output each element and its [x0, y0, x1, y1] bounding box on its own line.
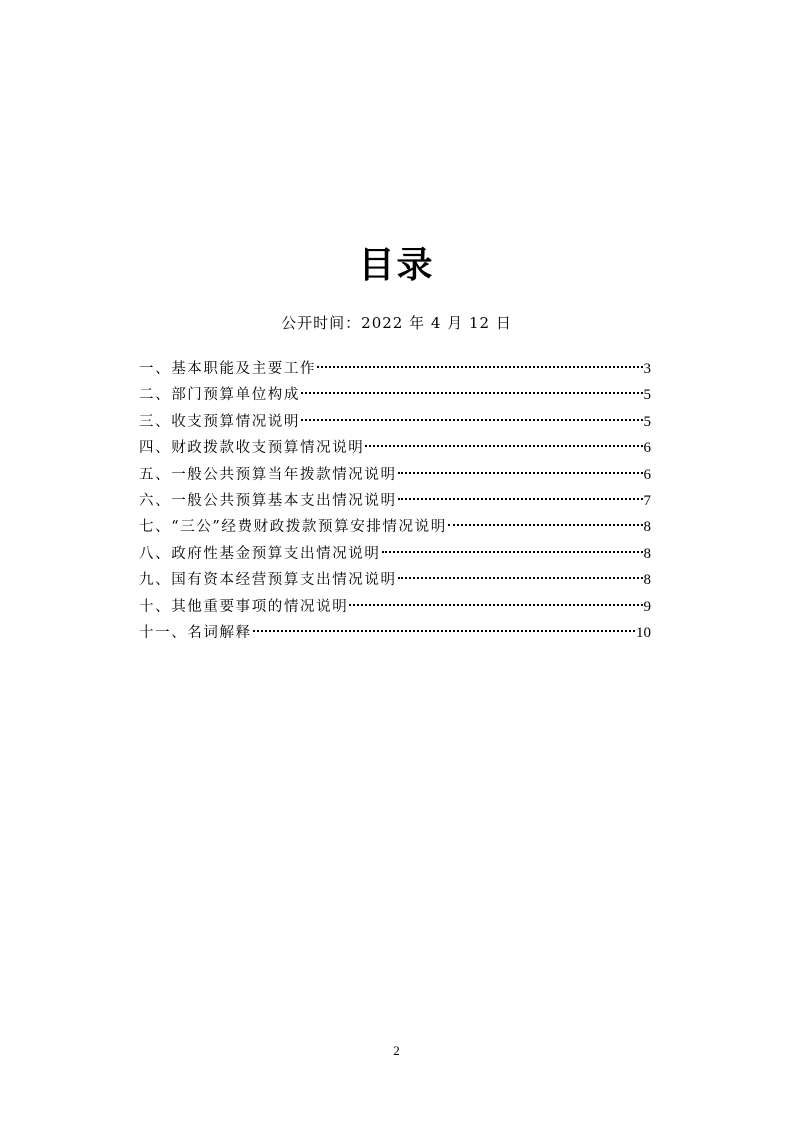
toc-entry[interactable]	[139, 383, 651, 409]
toc-entry-label: 十一、名词解释	[139, 624, 252, 641]
toc-entry-page: 3	[643, 361, 651, 377]
toc-dot-leader	[398, 498, 643, 500]
toc-entry[interactable]	[139, 436, 651, 462]
toc-entry-label: 四、财政拨款收支预算情况说明	[139, 440, 365, 457]
toc-dot-leader	[382, 551, 643, 553]
toc-dot-leader	[398, 472, 643, 474]
toc-dot-leader	[365, 445, 642, 447]
toc-entry[interactable]	[139, 595, 651, 621]
toc-entry-label: 十、其他重要事项的情况说明	[139, 598, 349, 615]
page-title: 目录	[358, 245, 435, 287]
toc-dot-leader	[317, 366, 642, 368]
toc-entry-label: 九、国有资本经营预算支出情况说明	[139, 572, 397, 589]
toc-entry-label: 八、政府性基金预算支出情况说明	[139, 545, 381, 562]
toc-entry[interactable]	[139, 463, 651, 489]
toc-entry-page: 9	[643, 598, 651, 615]
toc-entry-label: 一、基本职能及主要工作	[139, 361, 317, 377]
toc-dot-leader	[253, 630, 635, 632]
toc-entry-label: 五、一般公共预算当年拨款情况说明	[139, 466, 397, 483]
toc-entry-label: 七、“三公”经费财政拨款预算安排情况说明	[139, 519, 447, 536]
toc-dot-leader	[398, 577, 643, 579]
toc-entry-page: 7	[643, 492, 651, 509]
toc-entry-page: 5	[643, 413, 651, 430]
toc-dot-leader	[448, 524, 643, 526]
toc-entry-page: 6	[643, 466, 651, 483]
toc-dot-leader	[349, 604, 642, 606]
toc-entry[interactable]	[139, 489, 651, 515]
toc-entry-label: 六、一般公共预算基本支出情况说明	[139, 492, 397, 509]
page-number: 2	[393, 1043, 400, 1058]
publish-date: 公开时间：2022 年 4 月 12 日	[281, 314, 512, 332]
toc-entry[interactable]	[139, 621, 651, 647]
toc-entry-page: 6	[643, 440, 651, 457]
toc-dot-leader	[301, 392, 643, 394]
toc-entry[interactable]	[139, 515, 651, 541]
toc-entry-label: 三、收支预算情况说明	[139, 413, 300, 430]
toc-entry-page: 8	[643, 545, 651, 562]
table-of-contents	[139, 357, 651, 647]
toc-entry[interactable]	[139, 542, 651, 568]
toc-entry-page: 10	[636, 624, 651, 641]
toc-entry[interactable]	[139, 357, 651, 383]
toc-entry-page: 5	[643, 387, 651, 404]
toc-entry[interactable]	[139, 568, 651, 594]
toc-entry-label: 二、部门预算单位构成	[139, 387, 300, 404]
toc-entry-page: 8	[643, 572, 651, 589]
toc-dot-leader	[301, 419, 643, 421]
toc-entry-page: 8	[643, 519, 651, 536]
toc-entry[interactable]	[139, 410, 651, 436]
